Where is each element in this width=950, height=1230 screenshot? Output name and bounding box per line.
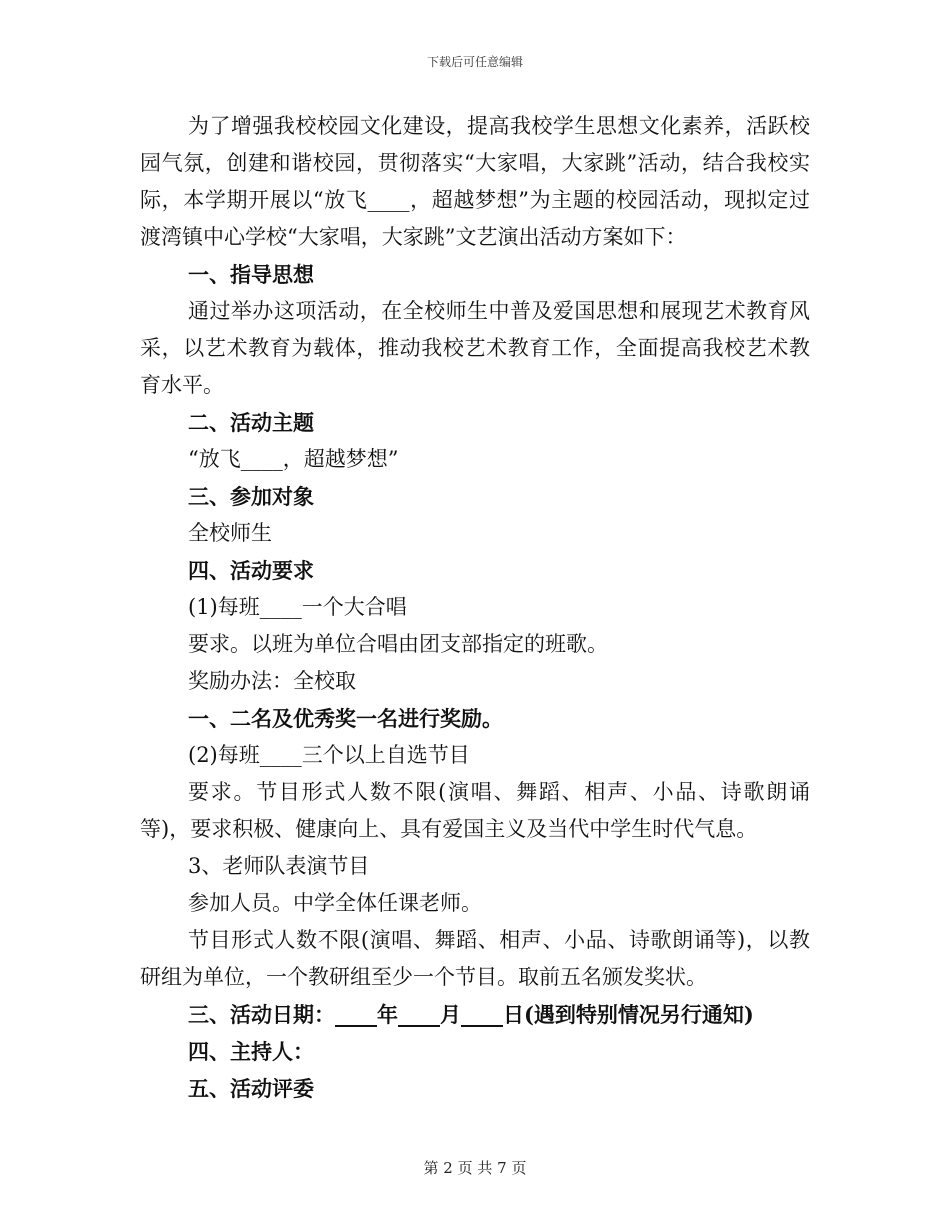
requirement-3-detail: 节目形式人数不限(演唱、舞蹈、相声、小品、诗歌朗诵等)，以教研组为单位，一个教研组至少一个节目。取前五名颁发奖状。 [140,928,810,989]
activity-theme-text: “放飞____，超越梦想” [188,447,399,471]
requirement-2: (2)每班____三个以上自选节目 [188,743,470,767]
requirement-1-reward: 奖励办法：全校取 [188,669,356,693]
requirement-1-detail: 要求。以班为单位合唱由团支部指定的班歌。 [188,632,608,656]
intro-paragraph: 为了增强我校校园文化建设，提高我校学生思想文化素养，活跃校园气氛，创建和谐校园，贯彻落实“大家唱，大家跳”活动，结合我校实际，本学期开展以“放飞____，超越梦想”为主题的校园活动，现拟定过渡湾镇中心学校“大家唱，大家跳”文艺演出活动方案如下： [140,114,810,249]
page-footer-number: 第 2 页 共 7 页 [423,1159,527,1177]
requirement-3-participants: 参加人员。中学全体任课老师。 [188,891,482,915]
activity-date-line: 三、活动日期：____年____月____日(遇到特别情况另行通知) [188,1002,754,1027]
section-heading-requirements: 四、活动要求 [188,558,314,583]
participants-text: 全校师生 [188,521,272,545]
section-heading-guiding-thought: 一、指导思想 [188,262,314,287]
host-line: 四、主持人： [188,1039,314,1064]
section-heading-participants: 三、参加对象 [188,484,314,509]
guiding-thought-paragraph: 通过举办这项活动，在全校师生中普及爱国思想和展现艺术教育风采，以艺术教育为载体，推动我校艺术教育工作，全面提高我校艺术教育水平。 [140,299,810,397]
requirement-1: (1)每班____一个大合唱 [188,595,407,619]
judges-line: 五、活动评委 [188,1076,314,1101]
requirement-3: 3、老师队表演节目 [188,854,370,878]
requirement-2-detail: 要求。节目形式人数不限(演唱、舞蹈、相声、小品、诗歌朗诵等)，要求积极、健康向上、具有爱国主义及当代中学生时代气息。 [140,780,810,841]
requirement-1-reward-continued: 一、二名及优秀奖一名进行奖励。 [188,706,503,731]
document-body [140,108,810,1107]
section-heading-activity-theme: 二、活动主题 [188,410,314,435]
page-header-note: 下载后可任意编辑 [426,55,523,69]
